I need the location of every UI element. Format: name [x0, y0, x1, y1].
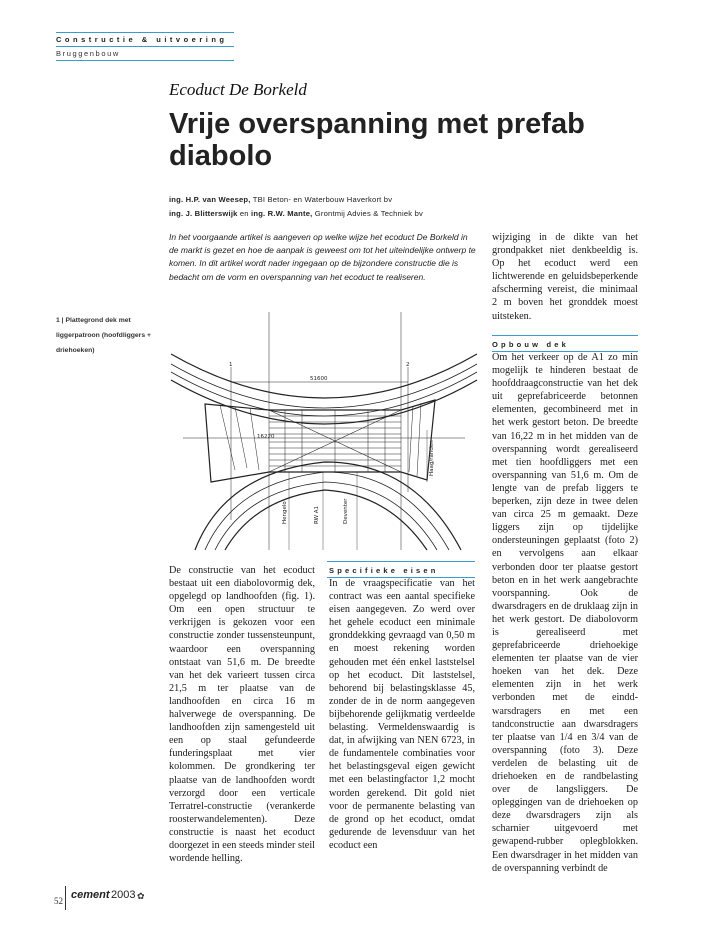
author-name: ing. R.W. Mante,	[251, 209, 313, 218]
road-arc-bottom	[225, 490, 427, 550]
section-heading-opbouw: Opbouw dek	[492, 340, 569, 349]
article-title: Vrije overspanning met prefab diabolo	[169, 108, 585, 172]
section-heading-eisen: Specifieke eisen	[329, 566, 439, 575]
column-2-body: In de vraagspecificatie van het contract was een aantal specifieke eisen aangegeven. Zo werd over het gehele ecoduct een minimale gronddekking gevraagd van 0,50 m en moest rekening worden gehouden met één enkel laststelsel op het ecoduct. Dit laststelsel, behorend bij belastingsklasse 45, zonder de in de norm aangegeven bijbehorende gelijkmatig verdeelde belasting. Vermeldenswaardig is dat, in afwijking van NEN 6723, in de fundamentele combinaties voor het belastingsgeval eigen gewicht met een belastingfactor 1,2 mocht worden gerekend. Dit gold niet voor de permanente belasting van de grond op het ecoduct, omdat gedurende de levensduur van het ecoduct een	[329, 578, 475, 851]
fraction-quarter: 1/4	[559, 731, 573, 743]
author-affiliation: TBI Beton- en Waterbouw Haverkort bv	[252, 195, 393, 204]
author-conjunction: en	[239, 209, 249, 218]
column-3-text-b: van de overspanning (foto 3). Deze verdelen de belasting uit de driehoeken en de randbelasting over de langsliggers. De opleggingen van de driehoeken op deze dwarsdragers zijn als scharnier uitgevoerd met gewapend-rubber oplegblokken. Een dwarsdrager in het midden van de overspanning verbindt de	[492, 731, 638, 874]
axis-label-2: 2	[406, 362, 410, 368]
header-bottom-rule	[56, 60, 234, 61]
road-arc-bottom	[215, 482, 437, 550]
width-dimension-label: 16220	[257, 434, 275, 440]
figure-caption-number: 1 |	[56, 317, 64, 324]
road-label-rwa1: RW A1	[314, 505, 320, 524]
header-section: Bruggenbouw	[56, 49, 120, 58]
article-intro: In het voorgaande artikel is aangeven op welke wijze het ecoduct De Borkeld in de markt is gezet en hoe de aanpak is geweest om tot het uiteindelijke ontwerp te komen. In dit artikel wordt nader ingegaan op de bijzondere constructie die is bedacht om de vorm en overspanning van het ecoduct te realiseren.	[169, 232, 476, 282]
author-name: ing. J. Blitterswijk	[169, 209, 238, 218]
road-label-deventer: Deventer	[343, 498, 349, 524]
author-affiliation: Grontmij Advies & Techniek bv	[314, 209, 424, 218]
header-mid-rule	[56, 46, 234, 47]
figure-caption-text: Plattegrond dek met liggerpatroon (hoofdliggers + driehoeken)	[56, 317, 151, 354]
road-label-hengelo: Hengelo	[282, 501, 288, 524]
author-line-1	[169, 193, 423, 207]
page-number: 52	[54, 896, 63, 906]
axis-label-1: 1	[229, 362, 233, 368]
section-rule	[327, 561, 475, 562]
fraction-three-quarter: 3/4	[591, 731, 605, 743]
deck-plan-drawing	[165, 312, 483, 558]
column-3-body	[492, 351, 638, 875]
author-name: ing. H.P. van Weesep,	[169, 195, 251, 204]
side-label: Haag/randen	[429, 440, 435, 476]
article-authors	[169, 193, 423, 221]
column-3-text-a: Om het verkeer op de A1 zo min mogelijk te hinderen bestaat de hoofddraagconstructie van het dek uit geprefabriceerde betonnen elementen, gecombineerd met in het werk gestort beton. De breedte van 16,22 m in het midden van de overspanning wordt gerealiseerd met tien hoofdliggers met een overspanning van 51,6 m. Om de lengte van de prefab liggers te beperken, zijn deze in twee delen van circa 25 m gemaakt. Deze liggers zijn op tijdelijke ondersteuningen geplaatst (foto 2) en vervolgens aan elkaar verbonden door ter plaatse gestort beton en in het werk aangebrachte voorspanning. Ook de dwarsdragers en de druklaag zijn in het werk gestort. De diabolovorm is gerealiseerd met geprefabriceerde driehoekige elementen ter plaatse van de vier hoeken van het dek. Deze elementen zijn in het werk verbonden met de einddwarsdragers en met een tandconstructie aan dwarsdragers ter plaatse van	[492, 352, 638, 743]
figure-caption	[56, 313, 156, 358]
column-3-top: wijziging in de dikte van het grondpakket niet denkbeeldig is. Op het ecoduct werd een lichtwerende en geluidsbeperkende afscherming vereist, die minimaal 2 m boven het gronddek moest uitsteken.	[492, 232, 638, 322]
magazine-year: 2003	[111, 889, 136, 901]
deck-outline	[205, 400, 435, 482]
article-series: Ecoduct De Borkeld	[169, 80, 307, 99]
header-kicker: Constructie & uitvoering	[56, 35, 228, 44]
road-arc-bottom	[195, 462, 461, 550]
column-3-text-conj: en	[572, 731, 592, 743]
road-arc-bottom	[205, 472, 449, 550]
magazine-brand: cement	[71, 889, 110, 901]
cement-logo-icon: ✿	[137, 892, 145, 902]
span-dimension-label: 51600	[310, 376, 328, 382]
header-top-rule	[56, 32, 234, 33]
cross-beams	[285, 410, 385, 472]
footer-divider	[65, 886, 66, 910]
author-line-2	[169, 207, 423, 221]
column-1-body: De constructie van het ecoduct bestaat uit een diabolovormig dek, opgelegd op landhoofden (fig. 1). Om een open structuur te verkrijgen is gekozen voor een constructie zonder tussensteunpunt, waardoor een overspanning ontstaat van 51,6 m. De breedte van het dek varieert tussen circa 21,5 m ter plaatse van de landhoofden en circa 16 m halverwege de overspanning. De landhoofden zijn samengesteld uit een op staal gefundeerde funderingsplaat met vier kolommen. De grondkering ter plaatse van de landhoofden wordt verzorgd door een verticale Terratrel-constructie (verankerde roosterwandelementen). Deze constructie is naast het ecoduct doorgezet in een steeds minder steil wordende helling.	[169, 565, 315, 865]
section-rule	[492, 335, 638, 336]
